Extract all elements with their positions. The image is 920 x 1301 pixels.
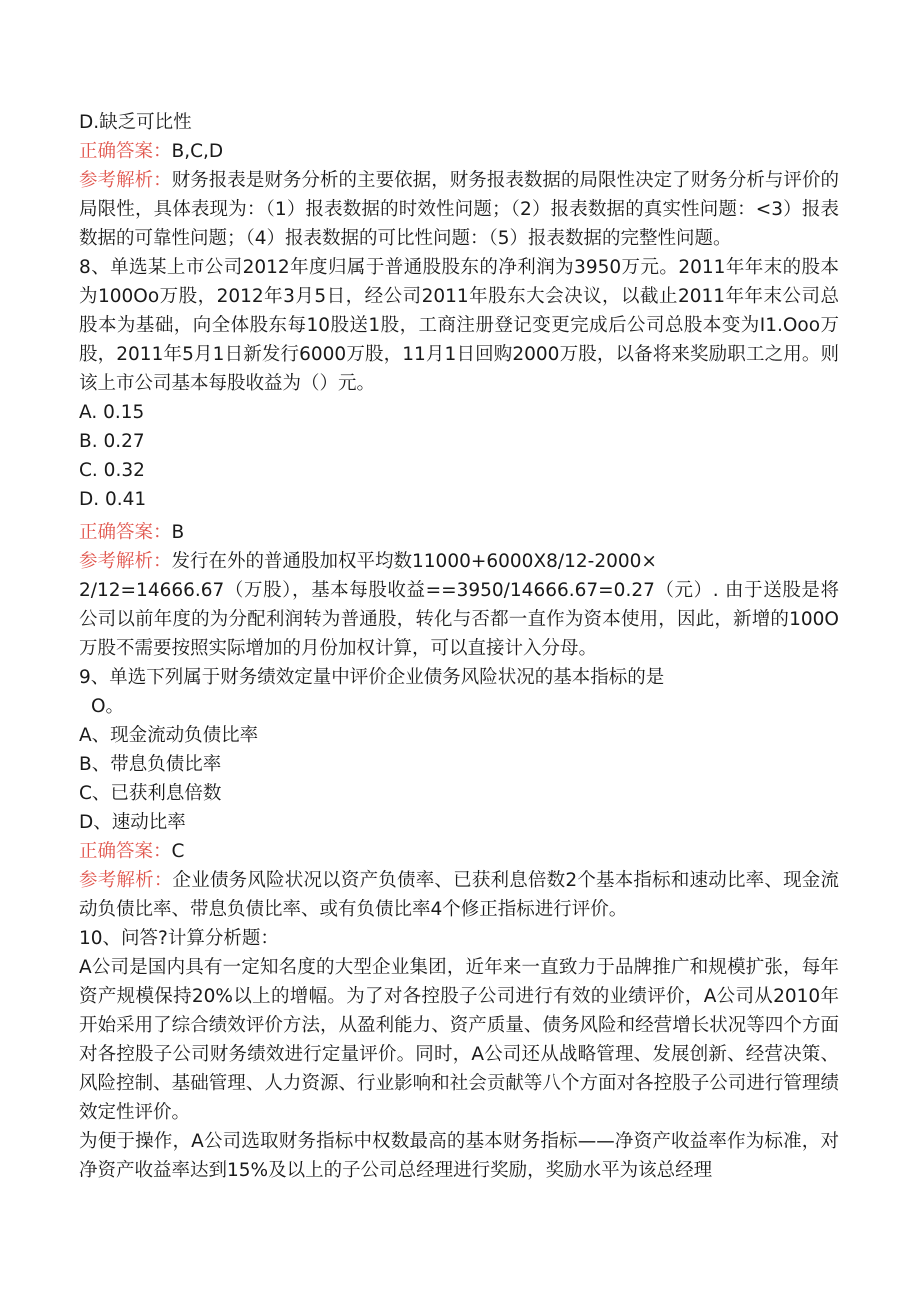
q8-analysis-rest: 2/12=14666.67（万股），基本每股收益==3950/14666.67=0.27（元）. 由于送股是将公司以前年度的为分配利润转为普通股，转化与否都一直作为资本使用，因此，新增的100O万股不需要按照实际增加的月份加权计算，可以直接计入分母。 <box>79 580 839 659</box>
analysis-label: 参考解析： <box>79 870 173 891</box>
answer-label: 正确答案： <box>79 841 172 862</box>
q9-option-a: A、现金流动负债比率 <box>79 725 259 746</box>
q8-answer: B <box>171 522 185 543</box>
q8-option-a: A. 0.15 <box>79 402 145 423</box>
q8-analysis-first-line <box>79 547 839 576</box>
q10-paragraph-2: 为便于操作，A公司选取财务指标中权数最高的基本财务指标——净资产收益率作为标准，对净资产收益率达到15%及以上的子公司总经理进行奖励，奖励水平为该总经理 <box>79 1131 839 1181</box>
q7-option-d: D.缺乏可比性 <box>79 112 192 133</box>
q10-stem: 10、问答?计算分析题： <box>79 928 279 949</box>
answer-label: 正确答案： <box>79 522 172 543</box>
q7-analysis <box>79 166 839 253</box>
q9-option-d: D、速动比率 <box>79 812 186 833</box>
q8-analysis-line1: 发行在外的普通股加权平均数11000+6000X8/12-2000× <box>171 551 657 572</box>
q9-option-b: B、带息负债比率 <box>79 754 222 775</box>
q9-stem-line1: 9、单选下列属于财务绩效定量中评价企业债务风险状况的基本指标的是 <box>79 667 665 688</box>
q8-option-b: B. 0.27 <box>79 431 145 452</box>
q9-answer-row <box>79 837 839 866</box>
analysis-label: 参考解析： <box>79 551 172 572</box>
q8-option-c: C. 0.32 <box>79 460 145 481</box>
answer-label: 正确答案： <box>79 141 172 162</box>
q8-option-d: D. 0.41 <box>79 489 147 510</box>
analysis-label: 参考解析： <box>79 170 172 191</box>
q8-answer-row <box>79 518 839 547</box>
q8-stem: 8、单选某上市公司2012年度归属于普通股股东的净利润为3950万元。2011年年末的股本为100Oo万股，2012年3月5日，经公司2011年股东大会决议，以截止2011年年末公司总股本为基础，向全体股东每10股送1股，工商注册登记变更完成后公司总股本变为I1.Ooo万股，2011年5月1日新发行6000万股，11月1日回购2000万股，以备将来奖励职工之用。则该上市公司基本每股收益为（）元。 <box>79 257 839 394</box>
q9-stem-line2: O。 <box>91 696 125 717</box>
q7-answer-row <box>79 137 839 166</box>
q9-analysis <box>79 866 839 924</box>
q7-answer: B,C,D <box>171 141 224 162</box>
q10-paragraph-1: A公司是国内具有一定知名度的大型企业集团，近年来一直致力于品牌推广和规模扩张，每年资产规模保持20%以上的增幅。为了对各控股子公司进行有效的业绩评价，A公司从2010年开始采用了综合绩效评价方法，从盈利能力、资产质量、债务风险和经营增长状况等四个方面对各控股子公司财务绩效进行定量评价。同时，A公司还从战略管理、发展创新、经营决策、风险控制、基础管理、人力资源、行业影响和社会贡献等八个方面对各控股子公司进行管理绩效定性评价。 <box>79 957 839 1123</box>
q9-analysis-text: 企业债务风险状况以资产负债率、已获利息倍数2个基本指标和速动比率、现金流动负债比率、带息负债比率、或有负债比率4个修正指标进行评价。 <box>79 870 839 920</box>
document-page <box>79 108 839 1185</box>
q9-answer: C <box>171 841 185 862</box>
q7-analysis-text: 财务报表是财务分析的主要依据，财务报表数据的局限性决定了财务分析与评价的局限性，具体表现为：（1）报表数据的时效性问题；（2）报表数据的真实性问题：<3）报表数据的可靠性问题；（4）报表数据的可比性问题：（5）报表数据的完整性问题。 <box>79 170 839 249</box>
q9-option-c: C、已获利息倍数 <box>79 783 222 804</box>
